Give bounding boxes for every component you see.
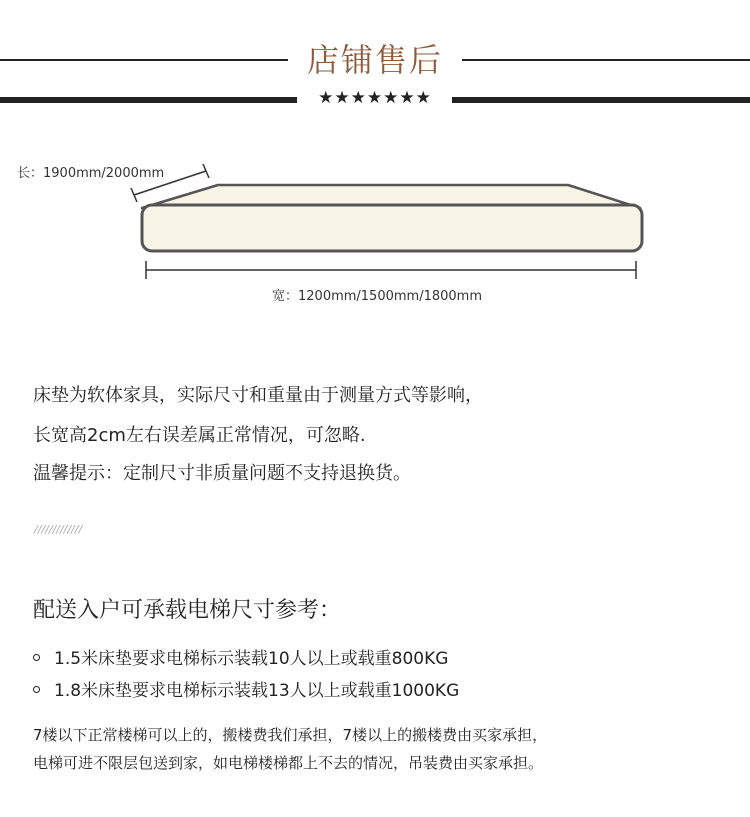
mattress-body xyxy=(142,205,642,251)
section-title: 店铺售后 xyxy=(306,41,443,79)
delivery-note-1: 7楼以下正常楼梯可以上的，搬楼费我们承担，7楼以上的搬楼费由买家承担， xyxy=(33,726,548,744)
bullet-icon xyxy=(33,654,40,661)
width-label: 宽：1200mm/1500mm/1800mm xyxy=(272,289,482,304)
delivery-heading: 配送入户可承载电梯尺寸参考： xyxy=(33,598,342,623)
bullet-icon xyxy=(33,686,40,693)
delivery-note-2: 电梯可进不限层包送到家，如电梯楼梯都上不去的情况，吊装费由买家承担。 xyxy=(33,754,544,772)
delivery-item xyxy=(33,679,459,703)
star-row-icon: ★★★★★★★ xyxy=(318,88,432,108)
delivery-item-text: 1.5米床垫要求电梯标示装载10人以上或载重800KG xyxy=(54,649,449,669)
notice-line-1: 床垫为软体家具，实际尺寸和重量由于测量方式等影响， xyxy=(33,385,483,406)
length-label: 长：1900mm/2000mm xyxy=(17,166,165,181)
divider-marks: ///////////// xyxy=(34,523,83,536)
notice-line-2: 长宽高2cm左右误差属正常情况，可忽略. xyxy=(33,425,366,446)
notice-line-3: 温馨提示：定制尺寸非质量问题不支持退换货。 xyxy=(33,463,411,484)
delivery-item-text: 1.8米床垫要求电梯标示装载13人以上或载重1000KG xyxy=(54,681,460,701)
delivery-item xyxy=(33,647,448,671)
